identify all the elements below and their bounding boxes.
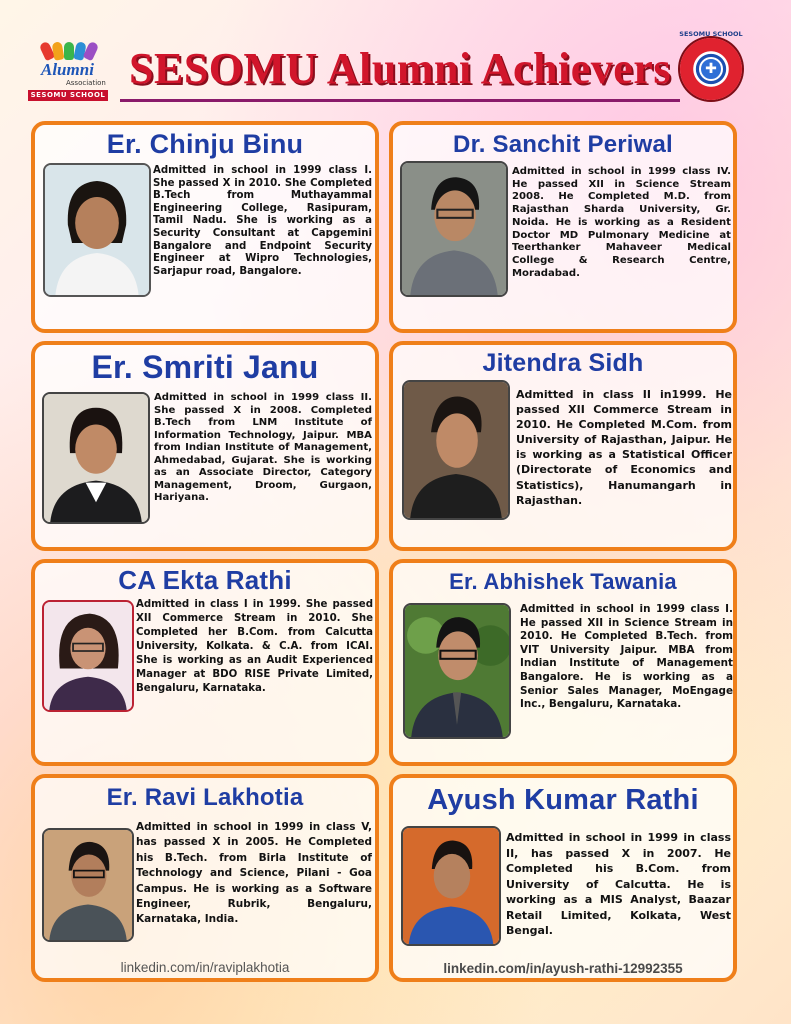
alumni-card xyxy=(31,774,379,982)
alumni-bio: Admitted in school in 1999 class I. He passed XII in Science Stream in 2010. He Completed B.Tech. from VIT University Jaipur. MBA from Indian Institute of Management Bangalore. He is working as a Senior Sales Manager, MoEngage Inc., Bengaluru, Karnataka. xyxy=(520,603,733,711)
seal-label: SESOMU SCHOOL xyxy=(679,30,743,38)
alumni-name: Er. Abhishek Tawania xyxy=(449,569,677,594)
alumni-card xyxy=(31,559,379,766)
globe-icon: ✚ xyxy=(699,57,723,81)
alumni-bio: Admitted in school in 1999 class IV. He passed XII in Science Stream 2008. He Completed M.D. from Rajasthan Sharda University, Gr. Noida. He is working as a Resident Doctor MD Pulmonary Medicine at Teerthanker Mahaveer Medical College & Research Centre, Moradabad. xyxy=(512,166,731,279)
alumni-name: Jitendra Sidh xyxy=(482,349,644,377)
alumni-photo xyxy=(42,392,150,524)
linkedin-link[interactable]: linkedin.com/in/raviplakhotia xyxy=(120,960,290,975)
logo-school-band: SESOMU SCHOOL xyxy=(28,90,108,101)
alumni-card xyxy=(389,341,737,551)
alumni-card xyxy=(389,774,737,982)
alumni-photo xyxy=(401,826,501,946)
alumni-photo xyxy=(43,163,151,297)
page-title: SESOMU Alumni Achievers xyxy=(129,44,671,93)
alumni-name: CA Ekta Rathi xyxy=(118,565,292,595)
alumni-photo xyxy=(42,600,134,712)
alumni-photo xyxy=(42,828,134,942)
alumni-card xyxy=(31,341,379,551)
logo-word: Alumni xyxy=(41,60,94,79)
logo-subtitle: Association xyxy=(66,79,106,87)
alumni-card xyxy=(389,121,737,333)
linkedin-link[interactable]: linkedin.com/in/ayush-rathi-12992355 xyxy=(443,961,683,976)
alumni-photo xyxy=(402,380,510,520)
alumni-bio: Admitted in class I in 1999. She passed XII Commerce Stream in 2010. She Completed her B.Com. from Calcutta University, Kolkata. & C.A. from ICAI. She is working as an Audit Experienced Manager at BDO RISE Private Limited, Bengaluru, Karnataka. xyxy=(136,599,373,694)
alumni-name: Er. Smriti Janu xyxy=(91,349,319,385)
alumni-card xyxy=(389,559,737,766)
alumni-photo xyxy=(403,603,511,739)
alumni-name: Dr. Sanchit Periwal xyxy=(453,131,673,158)
alumni-bio: Admitted in class II in1999. He passed XII Commerce Stream in 2010. He Completed M.Com. from University of Rajasthan, Jaipur. He is working as a Statistical Officer (Directorate of Economics and Statistics), Hanumangarh in Rajasthan. xyxy=(516,388,732,507)
alumni-photo xyxy=(400,161,508,297)
alumni-bio: Admitted in school in 1999 in class V, has passed X in 2005. He Completed his B.Tech. from Birla Institute of Technology and Science, Pilani - Goa Campus. He is working as a Software Engineer, Rubrik, Bengaluru, Karnataka, India. xyxy=(136,821,372,926)
page-header xyxy=(0,0,791,112)
school-seal-icon xyxy=(680,38,742,100)
alumni-bio: Admitted in school in 1999 in class II, has passed X in 2007. He Completed his B.Com. from University of Calcutta. He is working as a MIS Analyst, Baazar Retail Limited, Kolkata, West Bengal. xyxy=(506,831,731,937)
alumni-card xyxy=(31,121,379,333)
alumni-name: Er. Ravi Lakhotia xyxy=(106,784,304,811)
alumni-name: Er. Chinju Binu xyxy=(106,129,304,159)
title-underline xyxy=(120,99,680,102)
alumni-bio: Admitted in school in 1999 class I. She passed X in 2010. She Completed B.Tech from Muthayammal Engineering College, Rasipuram, Tamil Nadu. She is working as a Security Consultant at Capgemini Bangalore and Endpoint Security Engineer at Wipro Technologies, Sarjapur road, Bangalore. xyxy=(153,165,372,277)
alumni-bio: Admitted in school in 1999 class II. She passed X in 2008. Completed B.Tech from LNM Institute of Information Technology, Jaipur. MBA from Indian Institute of Management, Ahmedabad, Gujarat. She is working as an Associate Director, Category Management, Droom, Gurgaon, Hariyana. xyxy=(154,392,372,503)
alumni-name: Ayush Kumar Rathi xyxy=(427,784,699,816)
alumni-association-logo xyxy=(28,38,110,104)
